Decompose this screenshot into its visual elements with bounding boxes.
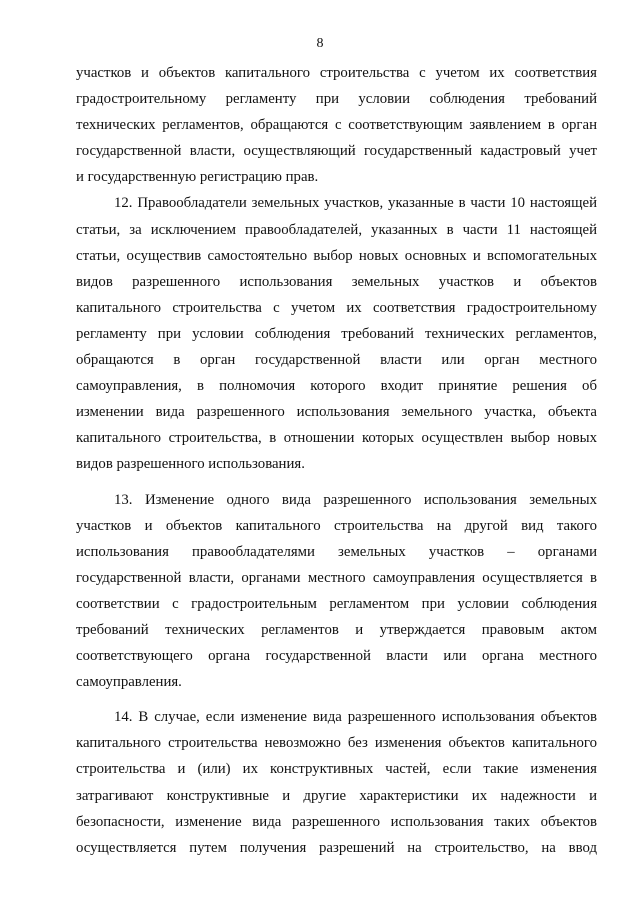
text-line: соответствующего органа государственной власти или органа местного [76, 648, 597, 665]
text-line: градостроительному регламенту при условии соблюдения требований [76, 91, 597, 108]
text-line: государственной власти, органами местного самоуправления осуществляется в [76, 569, 597, 586]
text-line: 12. Правообладатели земельных участков, указанные в части 10 настоящей [114, 195, 597, 212]
text-line: видов разрешенного использования земельных участков и объектов [76, 273, 597, 290]
text-line: строительства и (или) их конструктивных частей, если такие изменения [76, 761, 597, 778]
text-line: статьи, за исключением правообладателей, указанных в части 11 настоящей [76, 221, 597, 238]
text-line: затрагивают конструктивные и другие характеристики их надежности и [76, 787, 597, 804]
text-line: капитального строительства невозможно без изменения объектов капитального [76, 735, 597, 752]
text-line: самоуправления. [76, 674, 182, 691]
paragraph-14 [76, 704, 597, 861]
text-line: соответствии с градостроительным регламентом при условии соблюдения [76, 595, 597, 612]
text-line: участков и объектов капитального строительства с учетом их соответствия [76, 65, 597, 81]
text-line: 13. Изменение одного вида разрешенного использования земельных [114, 491, 597, 508]
paragraph-gap [76, 695, 597, 704]
text-line: и государственную регистрацию прав. [76, 169, 319, 186]
paragraph-continued [76, 60, 597, 190]
text-line: регламенту при условии соблюдения требований технических регламентов, [76, 325, 597, 342]
text-line: статьи, осуществив самостоятельно выбор новых основных и вспомогательных [76, 247, 597, 264]
text-line: требований технических регламентов и утверждается правовым актом [76, 621, 597, 638]
document-body [76, 60, 597, 861]
page-number: 8 [316, 36, 324, 51]
paragraph-gap [76, 478, 597, 487]
text-line: обращаются в орган государственной власти или орган местного [76, 352, 597, 369]
text-line: участков и объектов капитального строительства на другой вид такого [76, 517, 597, 534]
text-line: самоуправления, в полномочия которого входит принятие решения об [76, 378, 597, 395]
text-line: изменении вида разрешенного использования земельного участка, объекта [76, 404, 597, 421]
text-line: капитального строительства с учетом их соответствия градостроительному [76, 299, 597, 316]
text-line: 14. В случае, если изменение вида разрешенного использования объектов [114, 709, 597, 726]
text-line: использования правообладателями земельных участков – органами [76, 543, 597, 560]
text-line: технических регламентов, обращаются с соответствующим заявлением в орган [76, 117, 597, 134]
paragraph-12 [76, 190, 597, 477]
text-line: капитального строительства, в отношении которых осуществлен выбор новых [76, 430, 597, 447]
text-line: безопасности, изменение вида разрешенного использования таких объектов [76, 813, 597, 830]
text-line: осуществляется путем получения разрешений на строительство, на ввод [76, 839, 597, 856]
text-line: видов разрешенного использования. [76, 456, 305, 473]
text-line: государственной власти, осуществляющий государственный кадастровый учет [76, 143, 597, 160]
paragraph-13 [76, 487, 597, 696]
